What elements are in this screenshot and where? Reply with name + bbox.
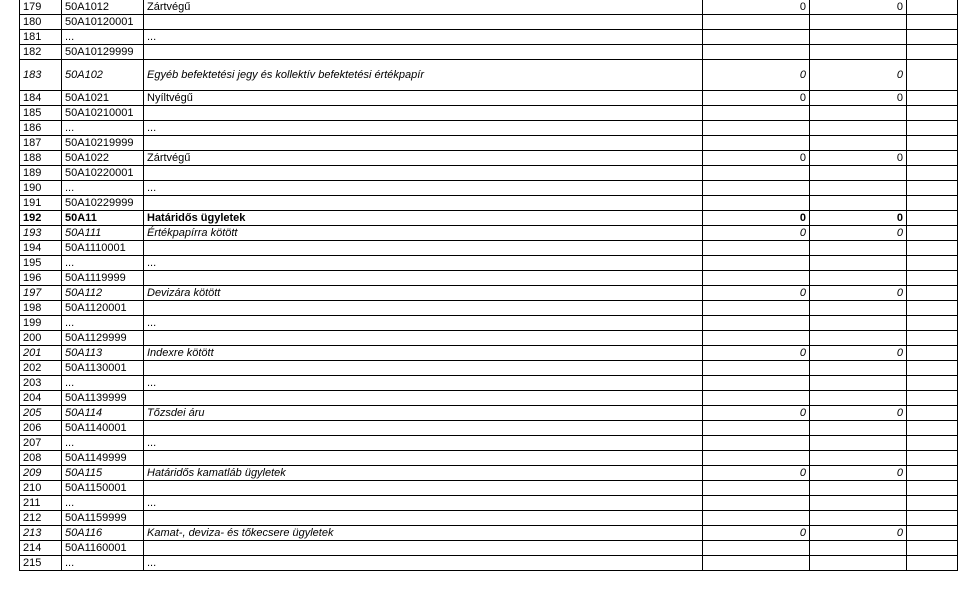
value-cell-2: 0 [810, 346, 907, 361]
row-number-cell: 198 [20, 301, 62, 316]
description-cell: ... [144, 376, 703, 391]
table-row [20, 166, 958, 181]
empty-cell [907, 301, 958, 316]
value-cell-2 [810, 15, 907, 30]
row-number-cell: 207 [20, 436, 62, 451]
value-cell-2 [810, 391, 907, 406]
row-number-cell: 208 [20, 451, 62, 466]
value-cell-1 [703, 106, 810, 121]
table-row [20, 151, 958, 166]
row-number-cell: 209 [20, 466, 62, 481]
table-row [20, 106, 958, 121]
value-cell-1 [703, 301, 810, 316]
row-number-cell: 181 [20, 30, 62, 45]
account-code-cell: 50A1110001 [62, 241, 144, 256]
value-cell-1: 0 [703, 91, 810, 106]
table-row [20, 376, 958, 391]
description-cell: ... [144, 436, 703, 451]
account-code-cell: 50A10120001 [62, 15, 144, 30]
table-row [20, 391, 958, 406]
description-cell [144, 301, 703, 316]
account-code-cell: 50A1159999 [62, 511, 144, 526]
value-cell-2: 0 [810, 0, 907, 15]
description-cell: ... [144, 121, 703, 136]
account-code-cell: 50A1119999 [62, 271, 144, 286]
description-cell [144, 241, 703, 256]
description-cell [144, 361, 703, 376]
table-row [20, 256, 958, 271]
row-number-cell: 210 [20, 481, 62, 496]
account-code-cell: 50A115 [62, 466, 144, 481]
value-cell-1 [703, 541, 810, 556]
value-cell-2 [810, 496, 907, 511]
value-cell-1 [703, 316, 810, 331]
value-cell-2: 0 [810, 91, 907, 106]
empty-cell [907, 316, 958, 331]
table-row [20, 30, 958, 45]
value-cell-2 [810, 196, 907, 211]
empty-cell [907, 0, 958, 15]
row-number-cell: 196 [20, 271, 62, 286]
empty-cell [907, 466, 958, 481]
account-code-cell: 50A10210001 [62, 106, 144, 121]
value-cell-2 [810, 436, 907, 451]
description-cell [144, 196, 703, 211]
account-code-cell: 50A1130001 [62, 361, 144, 376]
empty-cell [907, 60, 958, 91]
description-cell: Zártvégű [144, 0, 703, 15]
empty-cell [907, 151, 958, 166]
description-cell [144, 45, 703, 60]
empty-cell [907, 211, 958, 226]
row-number-cell: 213 [20, 526, 62, 541]
value-cell-1 [703, 331, 810, 346]
empty-cell [907, 361, 958, 376]
account-code-cell: 50A114 [62, 406, 144, 421]
row-number-cell: 202 [20, 361, 62, 376]
account-code-cell: 50A1129999 [62, 331, 144, 346]
table-row [20, 361, 958, 376]
empty-cell [907, 241, 958, 256]
table-row [20, 556, 958, 571]
value-cell-2 [810, 30, 907, 45]
row-number-cell: 215 [20, 556, 62, 571]
value-cell-1 [703, 436, 810, 451]
row-number-cell: 179 [20, 0, 62, 15]
empty-cell [907, 166, 958, 181]
value-cell-2 [810, 556, 907, 571]
row-number-cell: 200 [20, 331, 62, 346]
table-row [20, 196, 958, 211]
account-code-cell: 50A1022 [62, 151, 144, 166]
description-cell [144, 541, 703, 556]
table-row [20, 60, 958, 91]
value-cell-1 [703, 181, 810, 196]
empty-cell [907, 331, 958, 346]
row-number-cell: 201 [20, 346, 62, 361]
value-cell-2 [810, 481, 907, 496]
description-cell: Határidős kamatláb ügyletek [144, 466, 703, 481]
row-number-cell: 193 [20, 226, 62, 241]
value-cell-2 [810, 331, 907, 346]
account-code-cell: 50A10129999 [62, 45, 144, 60]
empty-cell [907, 436, 958, 451]
value-cell-1 [703, 481, 810, 496]
description-cell [144, 136, 703, 151]
empty-cell [907, 346, 958, 361]
value-cell-1 [703, 376, 810, 391]
row-number-cell: 188 [20, 151, 62, 166]
table-row [20, 91, 958, 106]
table-row [20, 181, 958, 196]
empty-cell [907, 121, 958, 136]
value-cell-1: 0 [703, 346, 810, 361]
value-cell-2 [810, 45, 907, 60]
value-cell-1 [703, 496, 810, 511]
table-row [20, 316, 958, 331]
value-cell-2 [810, 376, 907, 391]
value-cell-1: 0 [703, 0, 810, 15]
value-cell-2 [810, 421, 907, 436]
account-code-cell: 50A113 [62, 346, 144, 361]
description-cell: Tőzsdei áru [144, 406, 703, 421]
value-cell-2: 0 [810, 211, 907, 226]
empty-cell [907, 196, 958, 211]
empty-cell [907, 181, 958, 196]
empty-cell [907, 556, 958, 571]
row-number-cell: 190 [20, 181, 62, 196]
value-cell-1 [703, 511, 810, 526]
empty-cell [907, 496, 958, 511]
description-cell [144, 511, 703, 526]
description-cell [144, 166, 703, 181]
value-cell-2: 0 [810, 406, 907, 421]
description-cell: Kamat-, deviza- és tőkecsere ügyletek [144, 526, 703, 541]
account-code-cell: 50A111 [62, 226, 144, 241]
value-cell-2: 0 [810, 151, 907, 166]
row-number-cell: 185 [20, 106, 62, 121]
value-cell-1 [703, 196, 810, 211]
empty-cell [907, 226, 958, 241]
table-row [20, 226, 958, 241]
value-cell-1: 0 [703, 226, 810, 241]
empty-cell [907, 256, 958, 271]
account-code-cell: 50A1140001 [62, 421, 144, 436]
row-number-cell: 194 [20, 241, 62, 256]
account-code-cell: ... [62, 121, 144, 136]
value-cell-1 [703, 556, 810, 571]
ledger-table [19, 0, 958, 571]
description-cell: ... [144, 30, 703, 45]
value-cell-1 [703, 421, 810, 436]
description-cell: Indexre kötött [144, 346, 703, 361]
description-cell [144, 15, 703, 30]
account-code-cell: ... [62, 436, 144, 451]
table-row [20, 241, 958, 256]
empty-cell [907, 136, 958, 151]
empty-cell [907, 271, 958, 286]
table-row [20, 271, 958, 286]
empty-cell [907, 391, 958, 406]
table-row [20, 451, 958, 466]
table-row [20, 331, 958, 346]
description-cell [144, 106, 703, 121]
value-cell-1: 0 [703, 466, 810, 481]
row-number-cell: 189 [20, 166, 62, 181]
description-cell: Devizára kötött [144, 286, 703, 301]
description-cell [144, 391, 703, 406]
description-cell [144, 481, 703, 496]
table-row [20, 15, 958, 30]
row-number-cell: 205 [20, 406, 62, 421]
table-row [20, 286, 958, 301]
empty-cell [907, 30, 958, 45]
value-cell-2 [810, 511, 907, 526]
table-row [20, 436, 958, 451]
table-row [20, 526, 958, 541]
account-code-cell: 50A10219999 [62, 136, 144, 151]
description-cell [144, 451, 703, 466]
table-row [20, 421, 958, 436]
value-cell-1 [703, 136, 810, 151]
value-cell-1: 0 [703, 151, 810, 166]
row-number-cell: 206 [20, 421, 62, 436]
row-number-cell: 184 [20, 91, 62, 106]
description-cell: ... [144, 496, 703, 511]
value-cell-2 [810, 451, 907, 466]
row-number-cell: 192 [20, 211, 62, 226]
description-cell [144, 421, 703, 436]
row-number-cell: 187 [20, 136, 62, 151]
value-cell-1 [703, 361, 810, 376]
row-number-cell: 191 [20, 196, 62, 211]
empty-cell [907, 45, 958, 60]
row-number-cell: 186 [20, 121, 62, 136]
row-number-cell: 180 [20, 15, 62, 30]
value-cell-2 [810, 136, 907, 151]
description-cell: Nyíltvégű [144, 91, 703, 106]
table-row [20, 45, 958, 60]
empty-cell [907, 421, 958, 436]
empty-cell [907, 541, 958, 556]
account-code-cell: 50A10220001 [62, 166, 144, 181]
empty-cell [907, 526, 958, 541]
row-number-cell: 212 [20, 511, 62, 526]
account-code-cell: 50A1120001 [62, 301, 144, 316]
account-code-cell: 50A102 [62, 60, 144, 91]
value-cell-1: 0 [703, 526, 810, 541]
value-cell-1: 0 [703, 286, 810, 301]
row-number-cell: 203 [20, 376, 62, 391]
value-cell-2 [810, 166, 907, 181]
empty-cell [907, 286, 958, 301]
account-code-cell: 50A112 [62, 286, 144, 301]
value-cell-1 [703, 30, 810, 45]
row-number-cell: 182 [20, 45, 62, 60]
value-cell-1 [703, 45, 810, 60]
value-cell-1: 0 [703, 60, 810, 91]
row-number-cell: 183 [20, 60, 62, 91]
table-row [20, 136, 958, 151]
account-code-cell: ... [62, 316, 144, 331]
value-cell-1 [703, 166, 810, 181]
account-code-cell: ... [62, 556, 144, 571]
account-code-cell: 50A1149999 [62, 451, 144, 466]
value-cell-2 [810, 361, 907, 376]
description-cell: Egyéb befektetési jegy és kollektív befektetési értékpapír [144, 60, 703, 91]
value-cell-2 [810, 256, 907, 271]
empty-cell [907, 376, 958, 391]
value-cell-2 [810, 271, 907, 286]
table-row [20, 211, 958, 226]
empty-cell [907, 481, 958, 496]
table-row [20, 496, 958, 511]
account-code-cell: 50A11 [62, 211, 144, 226]
value-cell-2: 0 [810, 226, 907, 241]
row-number-cell: 197 [20, 286, 62, 301]
value-cell-2 [810, 106, 907, 121]
description-cell: Zártvégű [144, 151, 703, 166]
table-row [20, 511, 958, 526]
value-cell-1 [703, 15, 810, 30]
account-code-cell: ... [62, 496, 144, 511]
value-cell-1 [703, 391, 810, 406]
description-cell: ... [144, 181, 703, 196]
account-code-cell: ... [62, 376, 144, 391]
account-code-cell: 50A1021 [62, 91, 144, 106]
empty-cell [907, 106, 958, 121]
value-cell-2: 0 [810, 526, 907, 541]
table-row [20, 481, 958, 496]
account-code-cell: 50A116 [62, 526, 144, 541]
value-cell-2 [810, 121, 907, 136]
value-cell-1 [703, 451, 810, 466]
description-cell: Határidős ügyletek [144, 211, 703, 226]
table-row [20, 346, 958, 361]
row-number-cell: 199 [20, 316, 62, 331]
description-cell: ... [144, 556, 703, 571]
value-cell-2 [810, 301, 907, 316]
account-code-cell: 50A1012 [62, 0, 144, 15]
row-number-cell: 195 [20, 256, 62, 271]
description-cell [144, 271, 703, 286]
table-row [20, 121, 958, 136]
table-row [20, 0, 958, 15]
value-cell-1 [703, 256, 810, 271]
value-cell-2: 0 [810, 466, 907, 481]
value-cell-1: 0 [703, 211, 810, 226]
row-number-cell: 211 [20, 496, 62, 511]
value-cell-1 [703, 121, 810, 136]
account-code-cell: 50A10229999 [62, 196, 144, 211]
account-code-cell: 50A1139999 [62, 391, 144, 406]
empty-cell [907, 15, 958, 30]
empty-cell [907, 91, 958, 106]
value-cell-2 [810, 241, 907, 256]
value-cell-2: 0 [810, 60, 907, 91]
empty-cell [907, 451, 958, 466]
empty-cell [907, 511, 958, 526]
value-cell-2 [810, 316, 907, 331]
description-cell: ... [144, 316, 703, 331]
description-cell: Értékpapírra kötött [144, 226, 703, 241]
account-code-cell: ... [62, 30, 144, 45]
row-number-cell: 204 [20, 391, 62, 406]
table-row [20, 406, 958, 421]
account-code-cell: ... [62, 181, 144, 196]
value-cell-2: 0 [810, 286, 907, 301]
value-cell-2 [810, 181, 907, 196]
value-cell-1 [703, 241, 810, 256]
description-cell: ... [144, 256, 703, 271]
table-row [20, 541, 958, 556]
value-cell-1 [703, 271, 810, 286]
table-row [20, 301, 958, 316]
account-code-cell: ... [62, 256, 144, 271]
description-cell [144, 331, 703, 346]
table-row [20, 466, 958, 481]
empty-cell [907, 406, 958, 421]
account-code-cell: 50A1150001 [62, 481, 144, 496]
row-number-cell: 214 [20, 541, 62, 556]
account-code-cell: 50A1160001 [62, 541, 144, 556]
value-cell-1: 0 [703, 406, 810, 421]
value-cell-2 [810, 541, 907, 556]
ledger-table-body [20, 0, 958, 571]
